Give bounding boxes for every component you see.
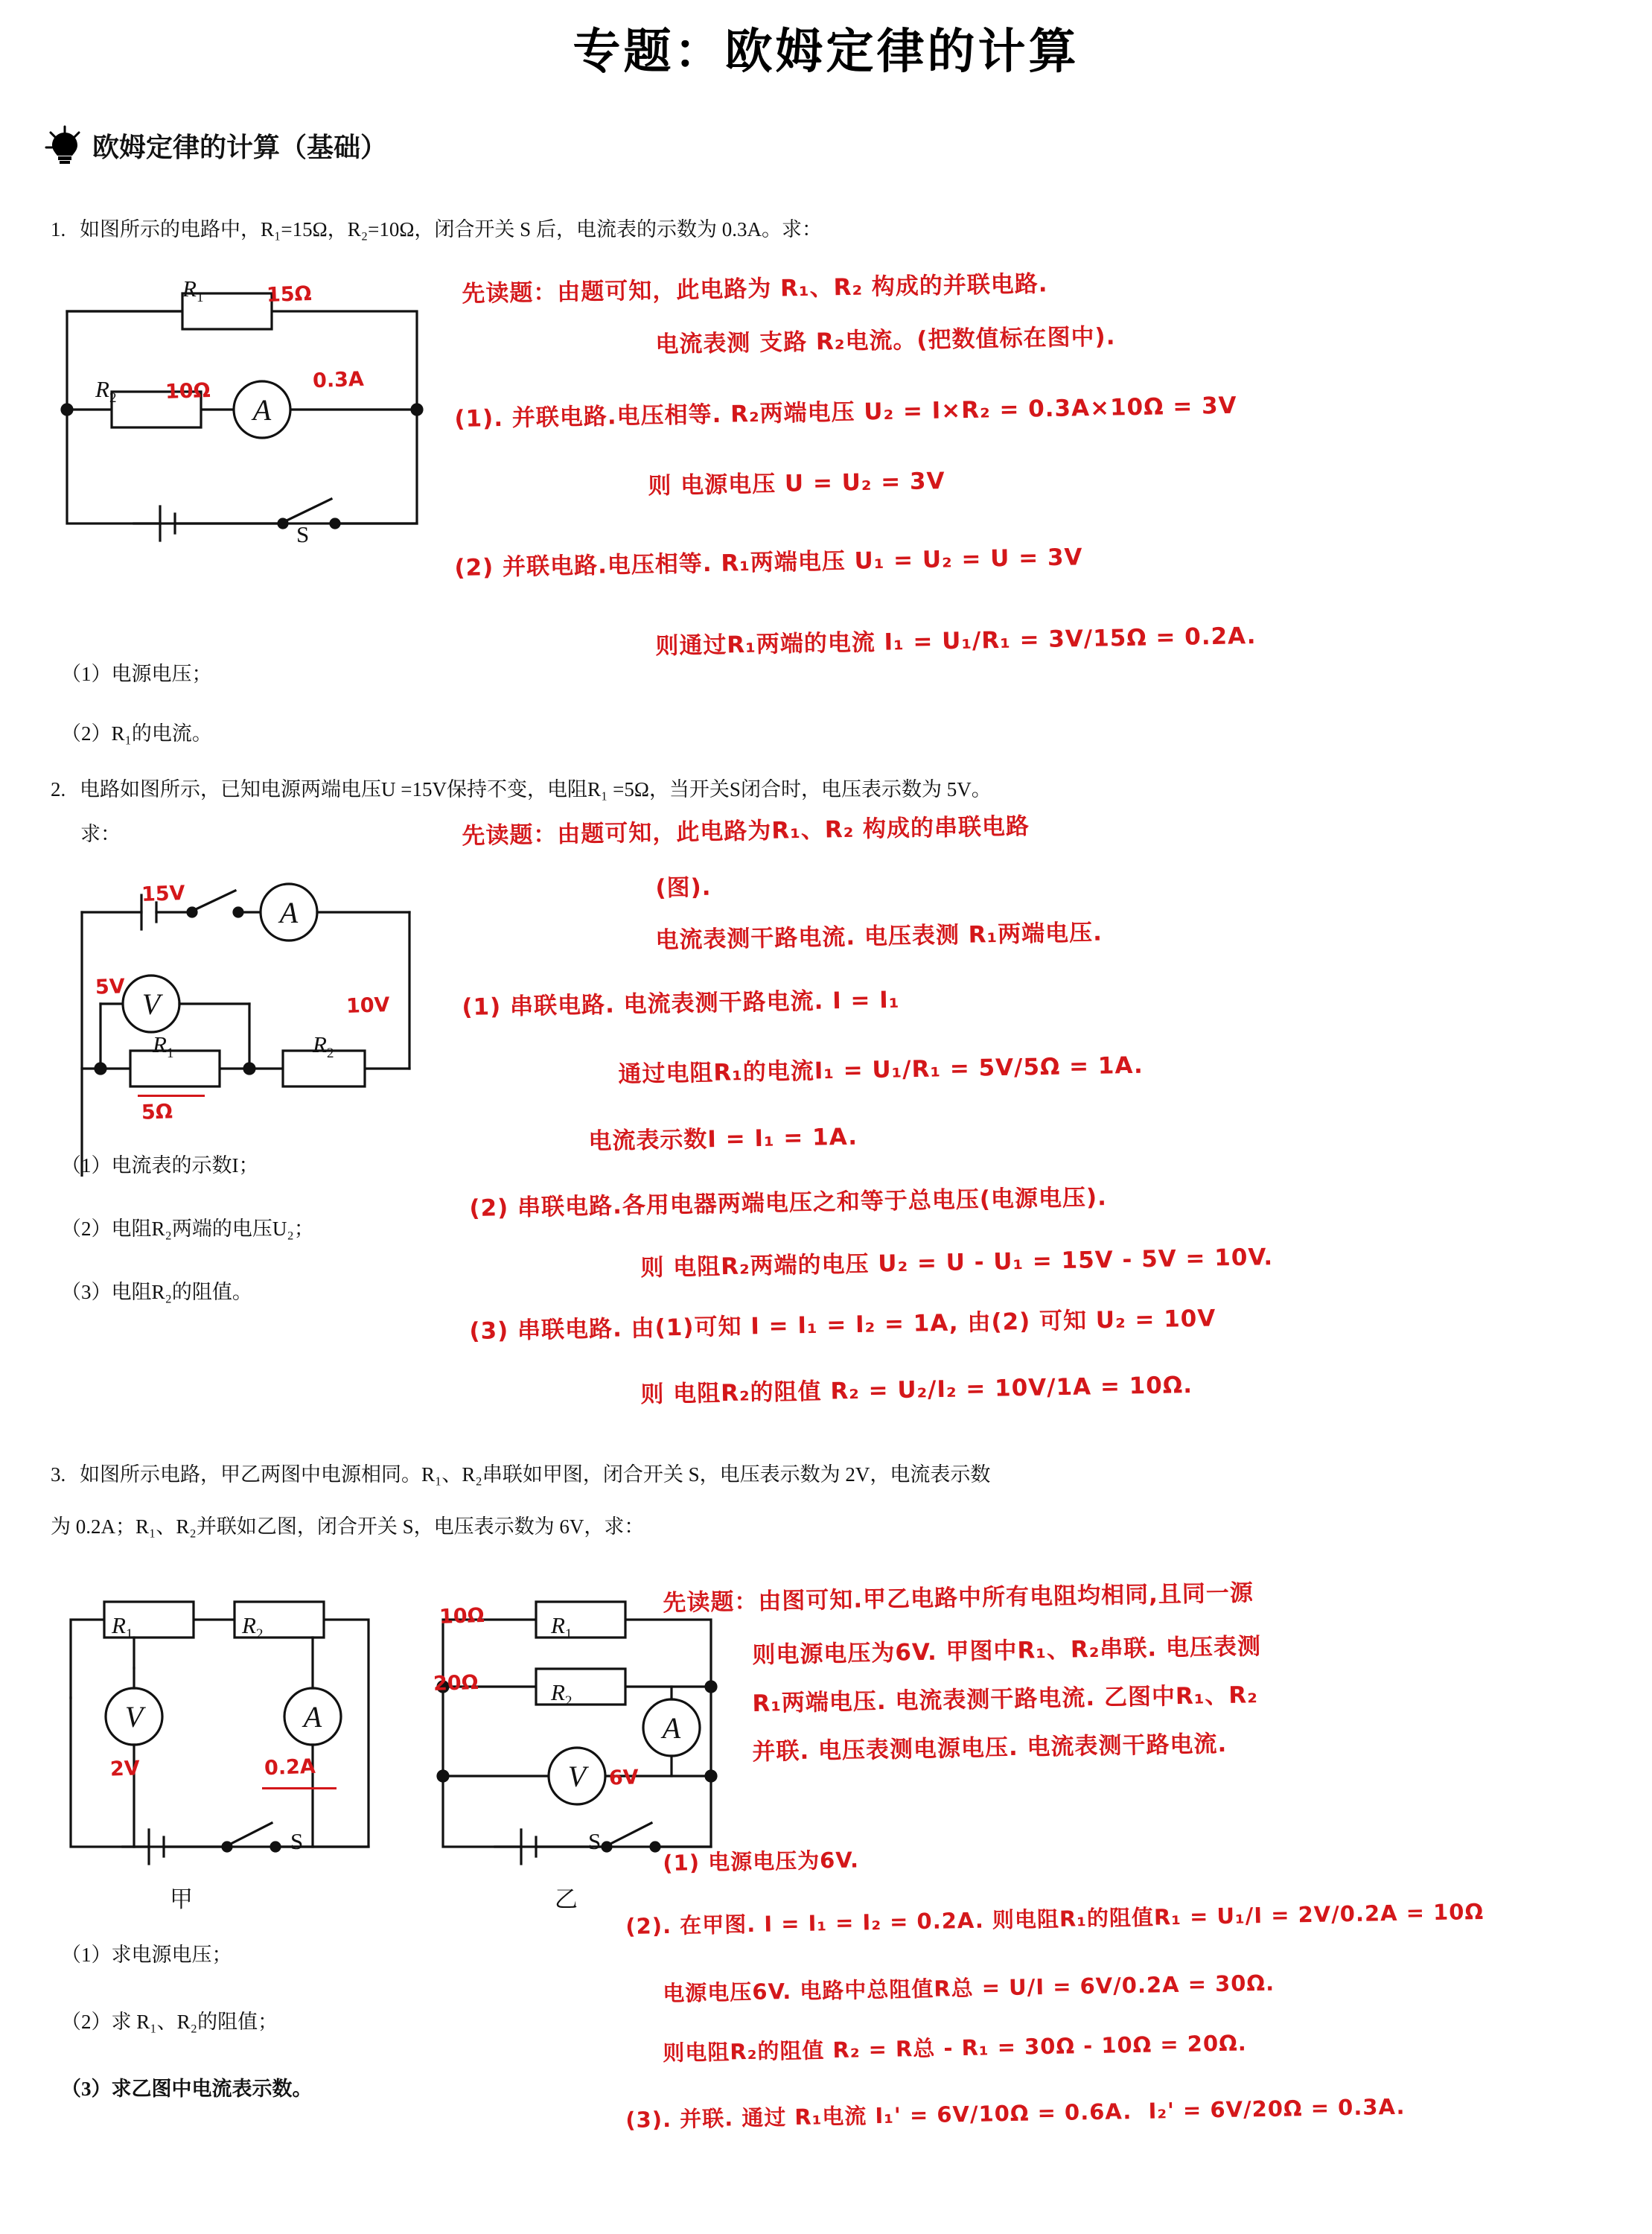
p3-solution-line-3: R₁两端电压. 电流表测干路电流. 乙图中R₁、R₂ (752, 1681, 1259, 1717)
figure-3b-label-R2: $R_2$ (551, 1679, 573, 1710)
p1-solution-line-6: 则通过R₁两端的电流 I₁ = U₁/R₁ = 3V/15Ω = 0.2A. (655, 622, 1257, 660)
p1-solution-line-4: 则 电源电压 U = U₂ = 3V (648, 468, 945, 500)
figure-2-label-R2: $R_2$ (313, 1031, 334, 1062)
p1-solution-line-1: 先读题：由题可知，此电路为 R₁、R₂ 构成的并联电路. (462, 270, 1048, 308)
p2-solution-line-1: 先读题：由题可知，此电路为R₁、R₂ 构成的串联电路 (462, 812, 1030, 850)
figure-problem-3-jia (52, 1586, 395, 1899)
p3-solution-line-8: 则电阻R₂的阻值 R₂ = R总 - R₁ = 30Ω - 10Ω = 20Ω. (663, 2030, 1248, 2066)
figure-3b-caption: 乙 (555, 1886, 578, 1912)
figure-1-label-S: S (296, 521, 310, 547)
figure-1-handwritten-15ohm: 15Ω (266, 281, 313, 308)
figure-3b-label-S: S (588, 1828, 602, 1854)
p2-solution-line-9: (3) 串联电路. 由(1)可知 I = I₁ = I₂ = 1A, 由(2) 可知 U₂ = 10V (469, 1305, 1216, 1345)
p3-solution-line-9: (3). 并联. 通过 R₁电流 I₁' = 6V/10Ω = 0.6A. I₂' = 6V/20Ω = 0.3A. (625, 2093, 1406, 2133)
figure-3a-underline (262, 1787, 337, 1789)
figure-3a-caption: 甲 (170, 1886, 193, 1912)
figure-1-handwritten-10ohm: 10Ω (165, 378, 211, 404)
figure-1-label-R2: $R_2$ (95, 376, 117, 407)
p2-solution-line-6: 电流表示数I = I₁ = 1A. (588, 1123, 858, 1155)
figure-2-underline (138, 1095, 205, 1097)
figure-3b-label-R1: $R_1$ (551, 1612, 573, 1643)
problem-3-ask-3: （3）求乙图中电流表示数。 (61, 2078, 313, 2100)
problem-3-ask-1: （1）求电源电压； (61, 1944, 232, 1966)
problem-2-number: 2. (51, 778, 66, 801)
problem-2-ask-2: （2）电阻R₂两端的电压U₂； (61, 1218, 314, 1240)
section-header (45, 125, 387, 165)
p1-solution-line-3: (1). 并联电路.电压相等. R₂两端电压 U₂ = I×R₂ = 0.3A×10Ω = 3V (454, 392, 1237, 433)
figure-3b-handwritten-6V: 6V (608, 1766, 640, 1790)
problem-3-ask-2: （2）求 R₁、R₂的阻值； (61, 2011, 278, 2033)
figure-3a-label-R1: $R_1$ (112, 1612, 133, 1643)
figure-2-handwritten-10V: 10V (345, 993, 391, 1019)
figure-problem-2 (60, 879, 476, 1177)
problem-3-stem2: 为 0.2A；R₁、R₂并联如乙图，闭合开关 S，电压表示数为 6V，求： (51, 1515, 645, 1538)
figure-3a-label-S: S (290, 1828, 304, 1854)
figure-problem-1 (52, 283, 469, 551)
figure-3a-label-R2: $R_2$ (242, 1612, 264, 1643)
problem-3-stem-row (51, 1460, 1316, 1491)
p3-solution-line-5: (1) 电源电压为6V. (663, 1847, 860, 1876)
svg-text:V: V (141, 987, 161, 1021)
p3-solution-line-6: (2). 在甲图. I = I₁ = I₂ = 0.2A. 则电阻R₁的阻值R₁ = U₁/I = 2V/0.2A = 10Ω (625, 1898, 1484, 1939)
figure-2-handwritten-5V: 5V (95, 975, 126, 999)
p2-solution-line-3: 电流表测干路电流. 电压表测 R₁两端电压. (655, 919, 1103, 954)
p2-solution-line-4: (1) 串联电路. 电流表测干路电流. I = I₁ (462, 986, 900, 1021)
figure-2-label-R1: $R_1$ (153, 1031, 174, 1062)
p2-solution-line-2: (图). (655, 873, 712, 902)
lightbulb-icon (45, 125, 85, 165)
figure-1-handwritten-03A: 0.3A (312, 367, 365, 393)
p3-solution-line-4: 并联. 电压表测电源电压. 电流表测干路电流. (752, 1730, 1228, 1766)
p1-solution-line-5: (2) 并联电路.电压相等. R₁两端电压 U₁ = U₂ = U = 3V (454, 544, 1083, 582)
problem-1-ask-1 (61, 655, 212, 693)
problem-2-stem2: 求： (80, 823, 121, 845)
p1-solution-line-2: 电流表测 支路 R₂电流。(把数值标在图中). (655, 323, 1116, 358)
problem-1-ask-1-text: （1）电源电压； (61, 663, 212, 685)
svg-text:A: A (662, 1711, 681, 1745)
problem-1-stem: 如图所示的电路中，R₁=15Ω，R₂=10Ω，闭合开关 S 后，电流表的示数为 0.3A。求： (80, 218, 822, 241)
problem-1-ask-2 (61, 715, 212, 753)
figure-3a-handwritten-2V: 2V (109, 1757, 141, 1781)
problem-2-ask-3: （3）电阻R₂的阻值。 (61, 1281, 252, 1303)
problem-1-stem-row (51, 214, 1018, 246)
problem-3-number: 3. (51, 1463, 66, 1486)
p2-solution-line-8: 则 电阻R₂两端的电压 U₂ = U - U₁ = 15V - 5V = 10V. (640, 1244, 1274, 1282)
figure-3b-handwritten-20ohm: 20Ω (433, 1670, 479, 1696)
p2-solution-line-5: 通过电阻R₁的电流I₁ = U₁/R₁ = 5V/5Ω = 1A. (618, 1051, 1144, 1088)
figure-1-label-R1: $R_1$ (182, 276, 204, 306)
p3-solution-line-1: 先读题：由图可知.甲乙电路中所有电阻均相同,且同一源 (663, 1579, 1254, 1617)
problem-2-stem-row (51, 774, 1182, 806)
svg-text:A: A (279, 896, 299, 929)
p2-solution-line-7: (2) 串联电路.各用电器两端电压之和等于总电压(电源电压). (469, 1184, 1108, 1222)
problem-1-number: 1. (51, 218, 66, 241)
problem-3-stem: 如图所示电路，甲乙两图中电源相同。R₁、R₂串联如甲图，闭合开关 S，电压表示数为 2V，电流表示数 (80, 1463, 991, 1486)
figure-2-handwritten-5ohm: 5Ω (141, 1100, 173, 1124)
p3-solution-line-7: 电源电压6V. 电路中总阻值R总 = U/I = 6V/0.2A = 30Ω. (663, 1970, 1275, 2006)
p2-solution-line-10: 则 电阻R₂的阻值 R₂ = U₂/I₂ = 10V/1A = 10Ω. (640, 1372, 1193, 1408)
svg-text:V: V (124, 1700, 144, 1734)
svg-text:A: A (252, 393, 272, 427)
page-title: 专题：欧姆定律的计算 (573, 25, 1079, 80)
figure-3b-handwritten-10ohm: 10Ω (438, 1603, 485, 1629)
p3-solution-line-2: 则电源电压为6V. 甲图中R₁、R₂串联. 电压表测 (752, 1633, 1262, 1669)
svg-text:A: A (303, 1700, 322, 1734)
problem-2-stem: 电路如图所示，已知电源两端电压U =15V保持不变，电阻R₁ =5Ω，当开关S闭合时，电压表示数为 5V。 (80, 778, 992, 801)
svg-text:V: V (567, 1760, 587, 1793)
figure-2-handwritten-15V: 15V (141, 881, 186, 907)
problem-1-ask-2-text: （2）R₁的电流。 (61, 722, 212, 745)
figure-3a-handwritten-02A: 0.2A (264, 1754, 316, 1780)
section-label: 欧姆定律的计算（基础） (92, 132, 388, 163)
problem-2-ask-1: （1）电流表的示数I； (61, 1154, 259, 1177)
